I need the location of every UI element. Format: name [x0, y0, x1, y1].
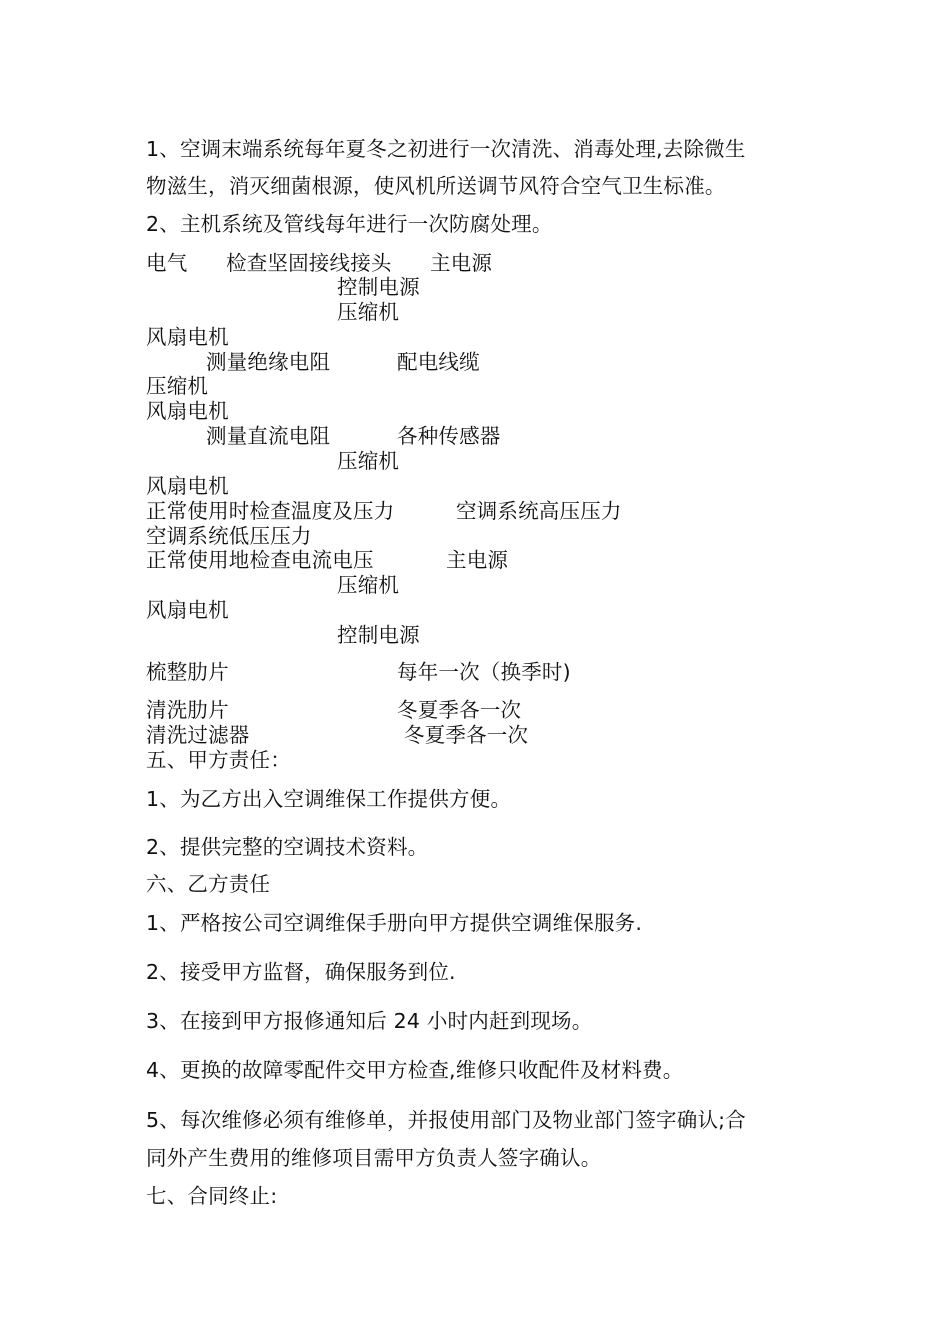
item-low-pressure: 空调系统低压压力	[146, 524, 312, 548]
item-control-power: 控制电源	[337, 623, 420, 647]
party-b-item-3: 3、在接到甲方报修通知后 24 小时内赶到现场。	[146, 1009, 593, 1033]
task-comb-fins: 梳整肋片	[146, 660, 229, 684]
frequency-wash-filter: 冬夏季各一次	[404, 723, 529, 747]
paragraph-2: 2、主机系统及管线每年进行一次防腐处理。	[146, 212, 553, 236]
party-b-item-5-line-2: 同外产生费用的维修项目需甲方负责人签字确认。	[146, 1146, 602, 1170]
item-high-pressure: 空调系统高压压力	[456, 499, 622, 523]
task-current-voltage: 正常使用地检查电流电压	[146, 548, 374, 572]
heading-termination: 七、合同终止:	[146, 1184, 278, 1208]
category-electrical: 电气	[146, 251, 188, 275]
item-fan-motor: 风扇电机	[146, 399, 229, 423]
paragraph-1-line-2: 物滋生，消灭细菌根源，使风机所送调节风符合空气卫生标准。	[146, 174, 726, 198]
party-b-item-5-line-1: 5、每次维修必须有维修单，并报使用部门及物业部门签字确认;合	[146, 1108, 746, 1132]
frequency-comb-fins: 每年一次（换季时)	[397, 660, 571, 684]
item-sensors: 各种传感器	[397, 424, 501, 448]
item-control-power: 控制电源	[337, 275, 420, 299]
heading-party-a: 五、甲方责任：	[146, 748, 291, 772]
party-b-item-2: 2、接受甲方监督，确保服务到位.	[146, 960, 456, 984]
party-a-item-2: 2、提供完整的空调技术资料。	[146, 835, 429, 859]
item-compressor: 压缩机	[337, 300, 400, 324]
task-tighten-terminals: 检查坚固接线接头	[226, 251, 392, 275]
task-temperature-pressure: 正常使用时检查温度及压力	[146, 499, 395, 523]
party-b-item-4: 4、更换的故障零配件交甲方检查,维修只收配件及材料费。	[146, 1058, 684, 1082]
frequency-wash-fins: 冬夏季各一次	[397, 698, 522, 722]
item-distribution-cable: 配电线缆	[397, 350, 480, 374]
task-wash-fins: 清洗肋片	[146, 698, 229, 722]
heading-party-b: 六、乙方责任	[146, 872, 271, 896]
item-main-power: 主电源	[446, 548, 509, 572]
party-b-item-1: 1、严格按公司空调维保手册向甲方提供空调维保服务.	[146, 911, 643, 935]
task-dc-resistance: 测量直流电阻	[206, 424, 331, 448]
party-a-item-1: 1、为乙方出入空调维保工作提供方便。	[146, 787, 512, 811]
task-wash-filter: 清洗过滤器	[146, 723, 250, 747]
task-insulation-resistance: 测量绝缘电阻	[206, 350, 331, 374]
item-compressor: 压缩机	[337, 573, 400, 597]
item-main-power: 主电源	[430, 251, 493, 275]
item-fan-motor: 风扇电机	[146, 598, 229, 622]
item-fan-motor: 风扇电机	[146, 474, 229, 498]
item-compressor: 压缩机	[146, 374, 209, 398]
paragraph-1-line-1: 1、空调末端系统每年夏冬之初进行一次清洗、消毒处理,去除微生	[146, 137, 746, 161]
item-compressor: 压缩机	[337, 449, 400, 473]
item-fan-motor: 风扇电机	[146, 325, 229, 349]
